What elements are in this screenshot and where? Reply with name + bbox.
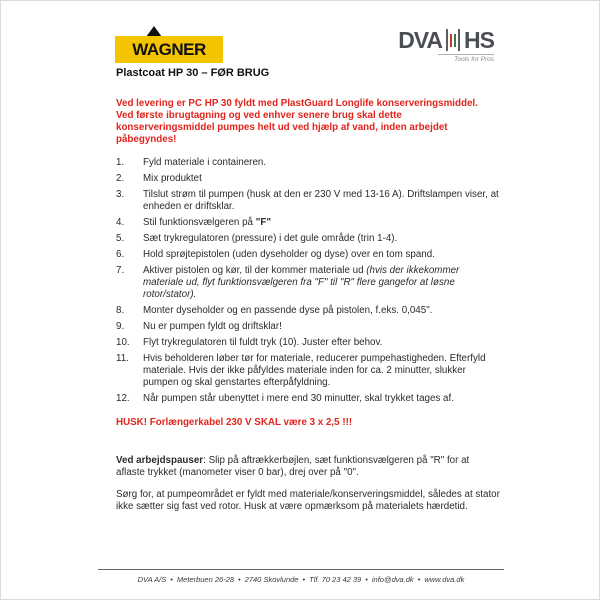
step-item: 3. Tilslut strøm til pumpen (husk at den er 230 V med 13-16 A). Driftslampen viser, at enheden er driftsklar. <box>116 189 499 212</box>
step-item: 9. Nu er pumpen fyldt og driftsklar! <box>116 321 282 332</box>
pause-note-rest: : Slip på aftrækkerbøjlen, sæt funktionsvælgeren på "R" for at aflaste trykket (manometer viser 0 bar), drej over på "0". <box>116 455 470 478</box>
step-number: 11. <box>116 353 129 364</box>
step-number: 10. <box>116 337 130 348</box>
step-item: 6. Hold sprøjtepistolen (uden dyseholder og dyse) over en tom spand. <box>116 249 435 260</box>
care-note: Sørg for, at pumpeområdet er fyldt med materiale/konserveringsmiddel, således at stator ikke sætter sig fast ved rotor. Husk at være opmærksom på materialets hærdetid. <box>116 489 500 512</box>
wagner-logo-text: WAGNER <box>132 39 206 59</box>
step-number: 9. <box>116 321 125 332</box>
pause-note <box>116 455 500 479</box>
intro-warning: Ved levering er PC HP 30 fyldt med PlastGuard Longlife konserveringsmiddel. Ved første ibrugtagning og ved enhver senere brug skal dette konserveringsmiddel pumpes helt ud ved hjælp af vand, inden arbejdet påbegyndes! <box>116 98 478 145</box>
step-item: 1. Fyld materiale i containeren. <box>116 157 267 168</box>
step-number: 3. <box>116 189 125 200</box>
step-item: 8. Monter dyseholder og en passende dyse på pistolen, f.eks. 0,045". <box>116 305 433 316</box>
step-number: 6. <box>116 249 125 260</box>
step-item: 7. Aktiver pistolen og kør, til der kommer materiale ud (hvis der ikkekommer materiale ud, flyt funktionsvælgeren fra "F" til "R" flere gangefor at løsne rotor/stator). <box>116 265 460 300</box>
step-number: 12. <box>116 393 130 404</box>
step-item: 10. Flyt trykregulatoren til fuldt tryk (10). Juster efter behov. <box>116 337 383 348</box>
step-number: 8. <box>116 305 125 316</box>
footer-contact <box>1 575 600 584</box>
footer-separator: • <box>302 575 306 584</box>
footer-phone: Tlf. 70 23 42 39 <box>309 575 362 584</box>
wagner-logo <box>115 26 223 64</box>
step-item: 5. Sæt trykregulatoren (pressure) i det gule område (trin 1-4). <box>116 233 398 244</box>
step-item: 12. Når pumpen står ubenyttet i mere end 30 minutter, skal trykket tages af. <box>116 393 454 404</box>
footer-website-link[interactable]: www.dva.dk <box>424 575 465 584</box>
footer-address: Meterbuen 26-28 <box>176 575 235 584</box>
dva-logo-bars-icon <box>445 29 461 51</box>
step-item: 11. Hvis beholderen løber tør for materiale, reducerer pumpehastigheden. Efterfyld materiale. Hvis der ikke påfyldes materiale inden for ca. 2 minutter, slukker pumpen og skal genstartes efterpåfyldning. <box>116 353 486 388</box>
footer-separator: • <box>417 575 421 584</box>
steps-list <box>116 157 500 409</box>
footer-separator: • <box>365 575 368 584</box>
footer-email-link[interactable]: info@dva.dk <box>371 575 414 584</box>
dva-logo-tagline: Tools for Pros <box>438 54 494 63</box>
step-number: 7. <box>116 265 125 276</box>
step-number: 1. <box>116 157 125 168</box>
footer-company: DVA A/S <box>137 575 167 584</box>
step-number: 5. <box>116 233 125 244</box>
wagner-logo-box <box>115 36 223 63</box>
dva-hs-logo-row <box>398 28 494 52</box>
step-number: 4. <box>116 217 125 228</box>
dva-logo-text: DVA <box>398 27 443 53</box>
footer-city: 2740 Skovlunde <box>244 575 299 584</box>
page-title: Plastcoat HP 30 – FØR BRUG <box>116 67 270 79</box>
step-item: 2. Mix produktet <box>116 173 202 184</box>
footer-separator: • <box>170 575 173 584</box>
husk-warning: HUSK! Forlængerkabel 230 V SKAL være 3 x 2,5 !!! <box>116 417 353 428</box>
footer-divider <box>98 569 504 570</box>
dva-hs-logo <box>398 28 494 63</box>
step-item: 4. Stil funktionsvælgeren på "F" <box>116 217 272 228</box>
pause-note-lead: Ved arbejdspauser <box>116 455 204 466</box>
step-number: 2. <box>116 173 125 184</box>
hs-logo-text: HS <box>464 27 494 53</box>
footer-separator: • <box>238 575 241 584</box>
